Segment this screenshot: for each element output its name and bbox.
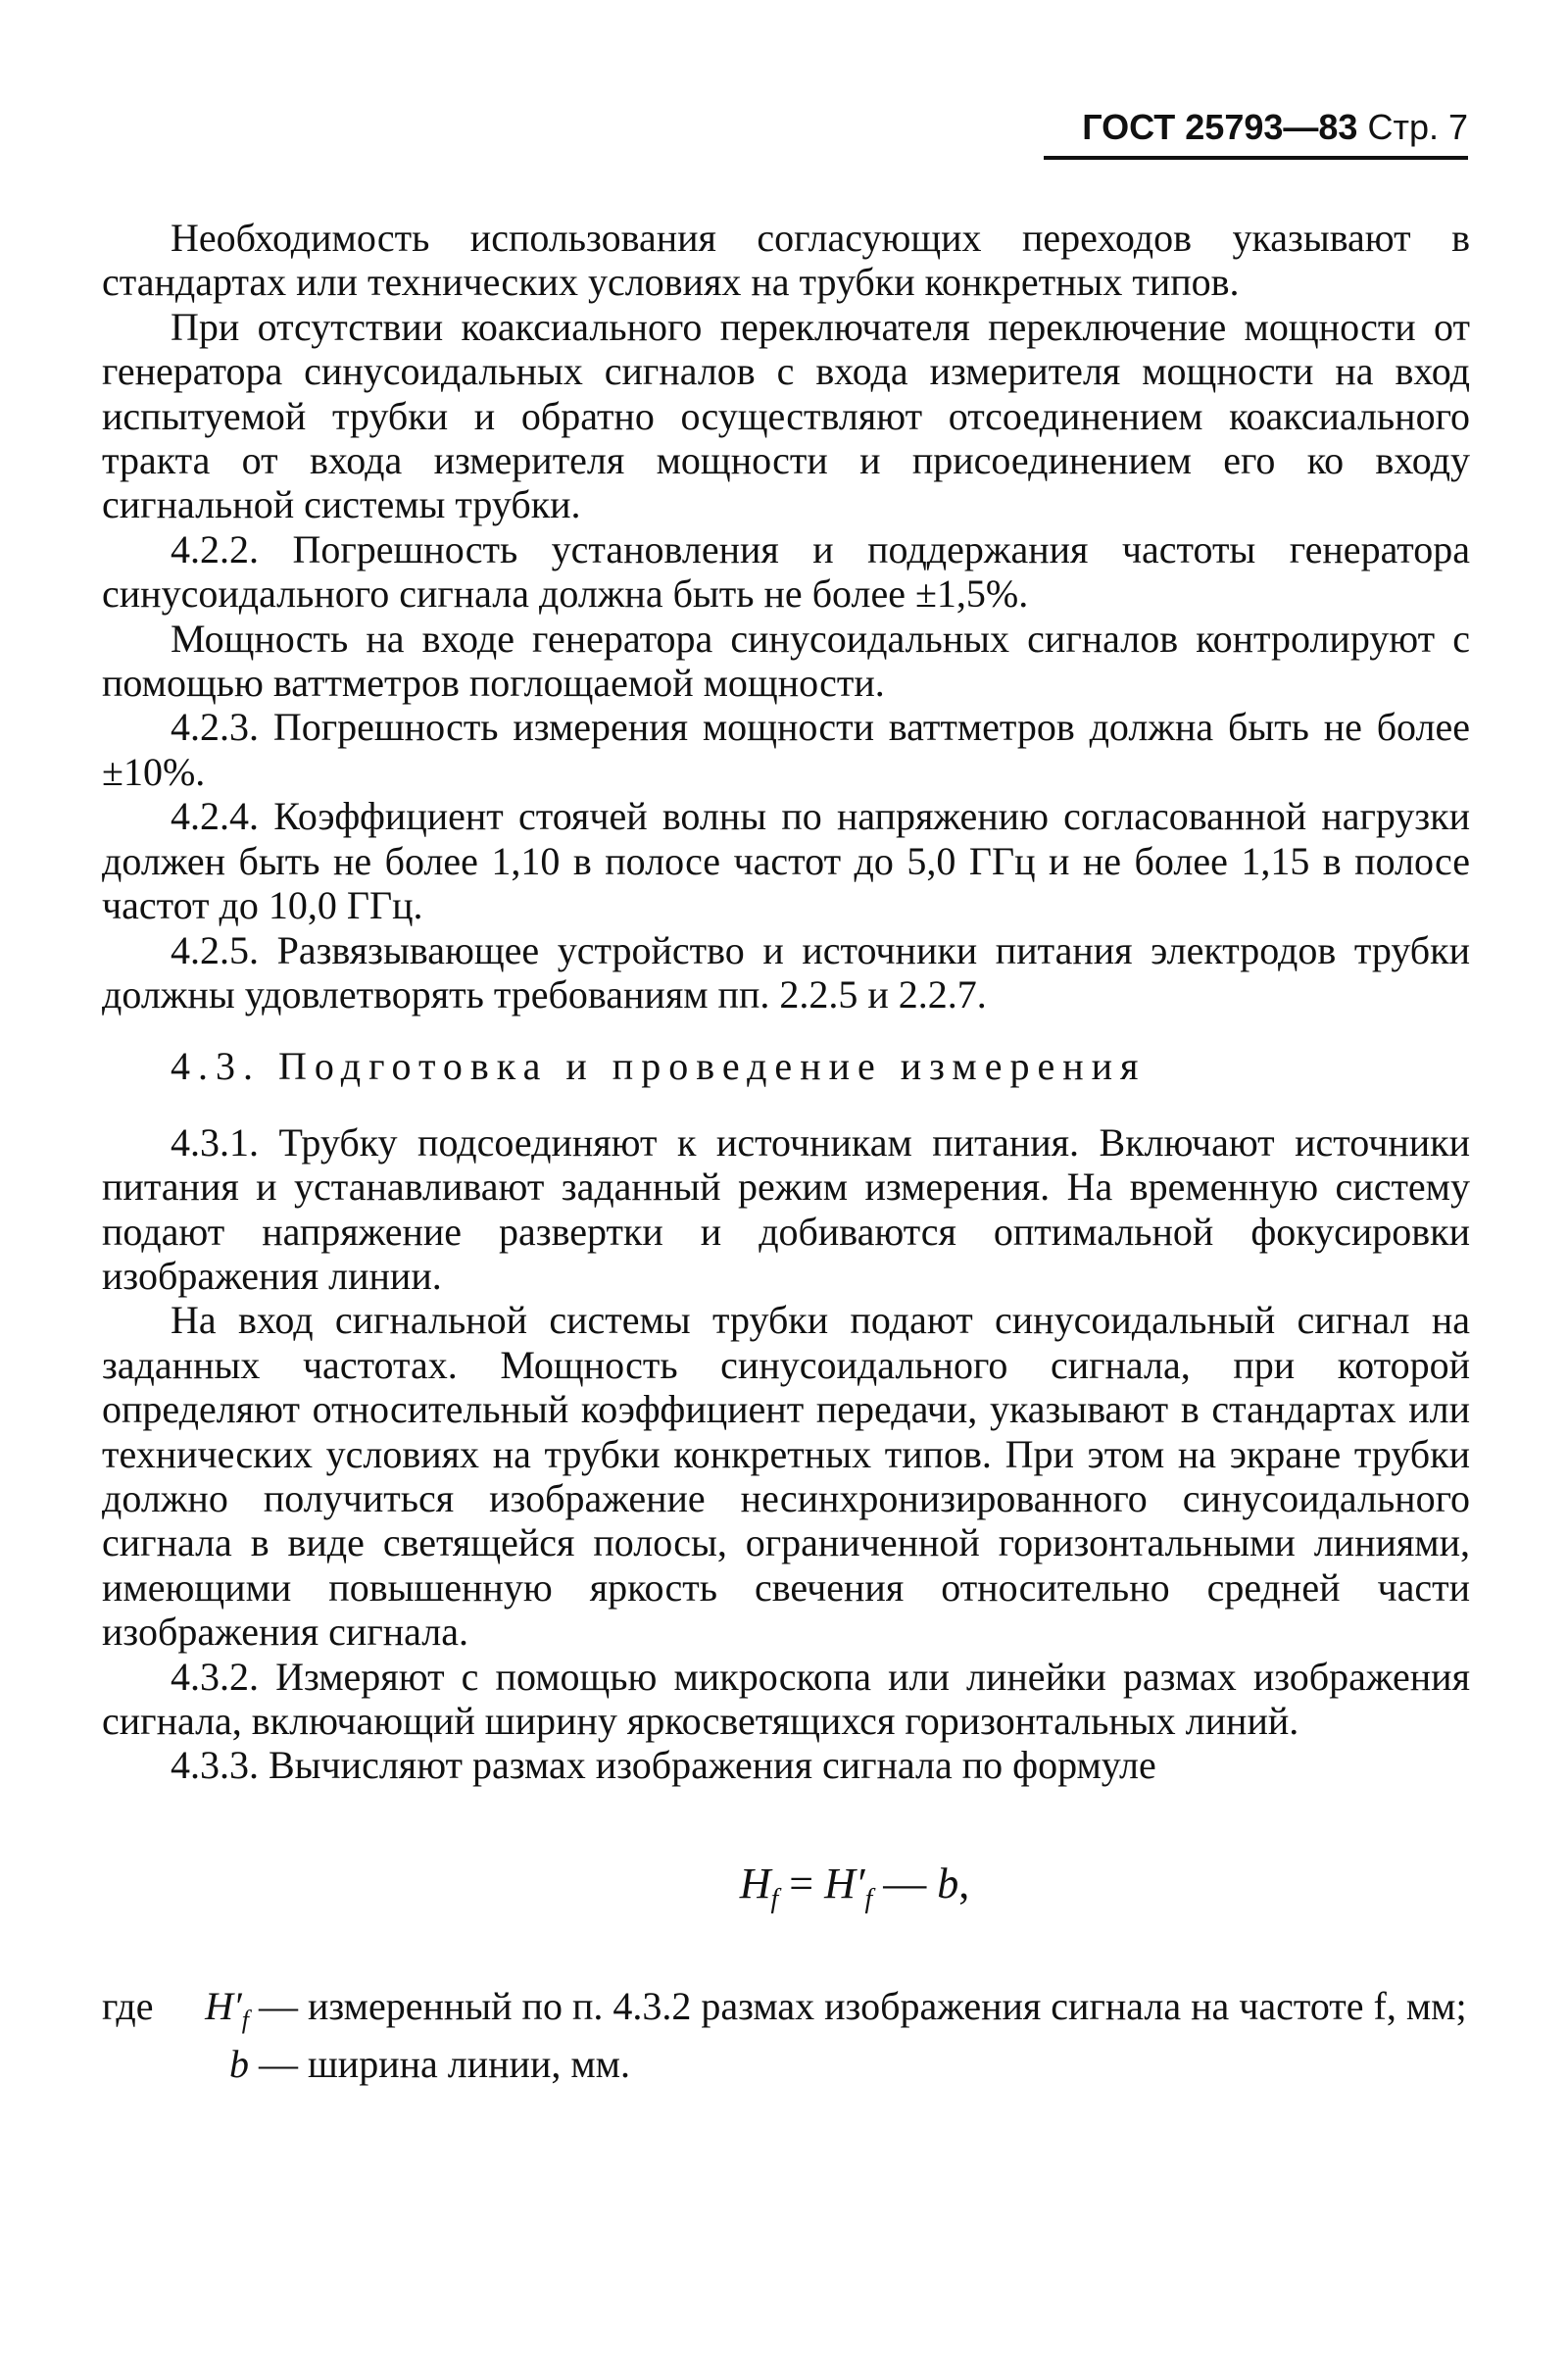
legend-symbol: $H'_f$ [205, 1983, 249, 2034]
paragraph: 4.3.2. Измеряют с помощью микроскопа или линейки размах изображения сигнала, включающий ширину яркосветящихся горизонтальных линий. [102, 1654, 1470, 1743]
paragraph: 4.2.2. Погрешность установления и поддержания частоты генератора синусоидального сигнала должна быть не более ±1,5%. [102, 526, 1470, 617]
paragraph: 4.3.1. Трубку подсоединяют к источникам питания. Включают источники питания и устанавливают заданный режим измерения. На временную систему подают напряжение развертки и добиваются оптимальной фокусировки изображения линии. [102, 1119, 1470, 1298]
paragraph: 4.2.3. Погрешность измерения мощности ваттметров должна быть не более ±10%. [102, 705, 1470, 794]
legend-description: — ширина линии, мм. [259, 2042, 630, 2087]
paragraph: При отсутствии коаксиального переключателя переключение мощности от генератора синусоидальных сигналов с входа измерителя мощности на вход испытуемой трубки и обратно осуществляют отсоединением коаксиального тракта от входа измерителя мощности и присоединением его ко входу сигнальной системы трубки. [102, 304, 1470, 527]
formula-lhs-subscript: f [770, 1883, 779, 1914]
legend-lead: где [102, 1983, 154, 2028]
legend-description: — измеренный по п. 4.3.2 размах изображения сигнала на частоте f, мм; [259, 1983, 1467, 2028]
paragraph: Мощность на входе генератора синусоидальных сигналов контролируют с помощью ваттметров поглощаемой мощности. [102, 616, 1470, 706]
section-title: 4.3. Подготовка и проведение измерения [171, 1044, 1147, 1089]
paragraph: 4.2.5. Развязывающее устройство и источники питания электродов трубки должны удовлетворять требованиям пп. 2.2.5 и 2.2.7. [102, 927, 1470, 1016]
formula-legend [102, 1984, 1470, 2101]
legend-item [102, 2042, 1470, 2100]
document-body [102, 216, 1470, 2100]
formula-measured-term: H′ [824, 1859, 865, 1908]
formula-equals: = [778, 1859, 825, 1908]
legend-symbol: b [229, 2042, 249, 2087]
paragraph: Необходимость использования согласующих переходов указывают в стандартах или технических условиях на трубки конкретных типов. [102, 216, 1470, 305]
formula-width-term: b [937, 1859, 959, 1908]
paragraph: На вход сигнальной системы трубки подают синусоидальный сигнал на заданных частотах. Мощность синусоидального сигнала, при которой определяют относительный коэффициент передачи, указывают в стандартах или технических условиях на трубки конкретных типов. При этом на экране трубки должно получиться изображение несинхронизированного синусоидального сигнала в виде светящейся полосы, ограниченной горизонтальными линиями, имеющими повышенную яркость свечения относительно средней части изображения сигнала. [102, 1298, 1470, 1655]
formula-minus: — [872, 1859, 938, 1908]
page-header [1044, 103, 1468, 160]
paragraph: 4.2.4. Коэффициент стоячей волны по напряжению согласованной нагрузки должен быть не более 1,10 в полосе частот до 5,0 ГГц и не более 1,15 в полосе частот до 10,0 ГГц. [102, 794, 1470, 928]
formula [102, 1857, 1470, 1927]
formula-measured-subscript: f [864, 1883, 873, 1914]
page-number: Стр. 7 [1367, 107, 1468, 147]
standard-number: ГОСТ 25793—83 [1082, 107, 1358, 147]
legend-item [102, 1984, 1470, 2042]
formula-comma: , [958, 1859, 970, 1908]
formula-lhs: H [739, 1859, 771, 1908]
paragraph: 4.3.3. Вычисляют размах изображения сигнала по формуле [171, 1743, 1156, 1788]
